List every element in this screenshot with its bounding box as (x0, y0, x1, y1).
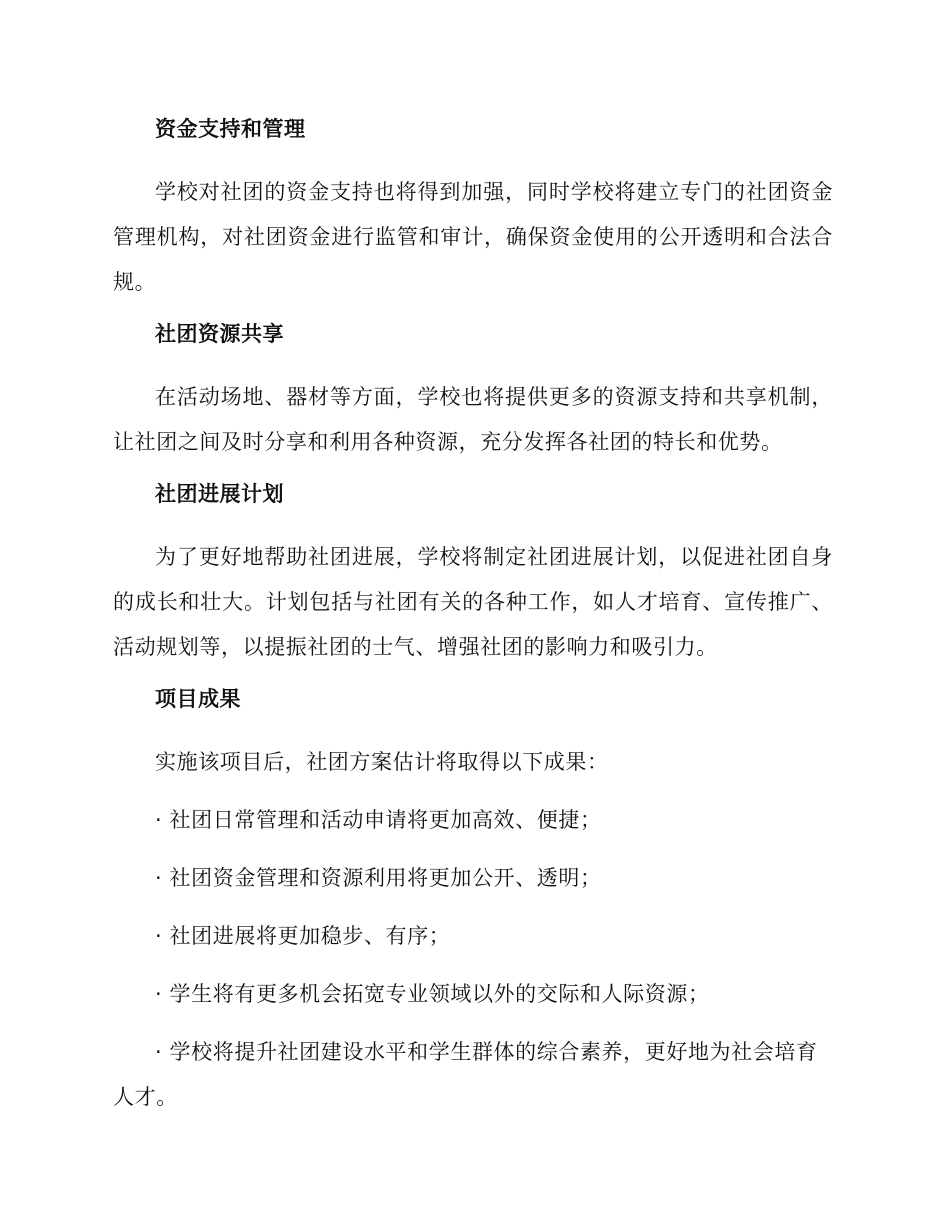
section-paragraph-funding: 学校对社团的资金支持也将得到加强，同时学校将建立专门的社团资金管理机构，对社团资金进行监管和审计，确保资金使用的公开透明和合法合规。 (113, 180, 833, 294)
section-heading-resource-sharing: 社团资源共享 (155, 322, 284, 346)
result-list-item: · 学生将有更多机会拓宽专业领域以外的交际和人际资源； (155, 982, 710, 1006)
result-list-item: · 学校将提升社团建设水平和学生群体的综合素养，更好地为社会培育人才。 (113, 1040, 818, 1109)
document-body (113, 113, 833, 1133)
result-list-item: · 社团资金管理和资源利用将更加公开、透明； (155, 866, 602, 890)
section-heading-progress-plan: 社团进展计划 (155, 482, 284, 506)
section-heading-project-results: 项目成果 (155, 687, 241, 711)
result-list-item: · 社团进展将更加稳步、有序； (155, 924, 451, 948)
section-paragraph-resource-sharing: 在活动场地、器材等方面，学校也将提供更多的资源支持和共享机制，让社团之间及时分享和利用各种资源，充分发挥各社团的特长和优势。 (113, 385, 833, 454)
section-heading-funding: 资金支持和管理 (155, 117, 306, 141)
section-paragraph-progress-plan: 为了更好地帮助社团进展，学校将制定社团进展计划，以促进社团自身的成长和壮大。计划包括与社团有关的各种工作，如人才培育、宣传推广、活动规划等，以提振社团的士气、增强社团的影响力和吸引力。 (113, 545, 833, 659)
result-list-item: · 社团日常管理和活动申请将更加高效、便捷； (155, 808, 602, 832)
section-paragraph-project-results: 实施该项目后，社团方案估计将取得以下成果： (155, 750, 609, 774)
